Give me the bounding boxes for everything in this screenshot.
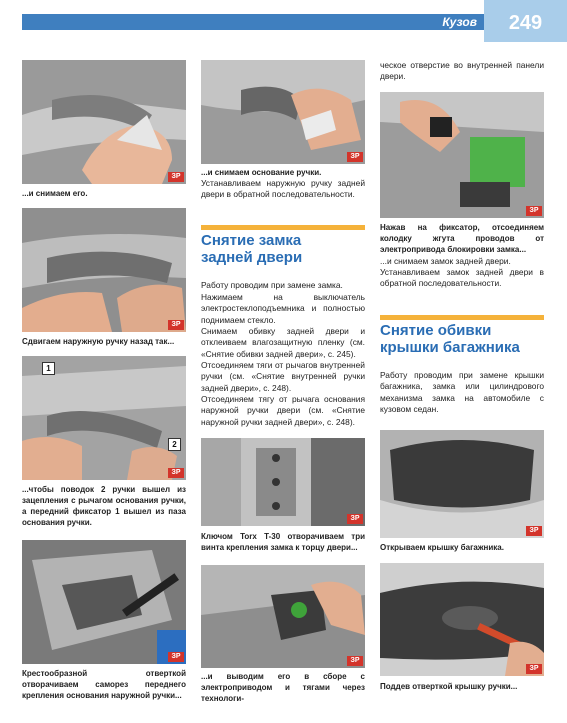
- body-text: Работу проводим при замене замка.: [201, 280, 343, 290]
- callout-1: 1: [42, 362, 55, 375]
- photo-screwdriver-base: [22, 540, 186, 664]
- caption: Поддев отверткой крышку ручки...: [380, 682, 518, 691]
- body-text: Работу проводим при замене крышки багажника, замка или цилиндрового механизма замка на автомобиле с кузовом седан.: [380, 370, 544, 415]
- caption: Сдвигаем наружную ручку назад так...: [22, 337, 175, 346]
- body-text: Снимаем обивку задней двери и отклеиваем влагозащитную пленку (см. «Снятие обивки задней двери», с. 245).: [201, 326, 365, 359]
- caption: ...чтобы поводок 2 ручки вышел из зацепления с рычагом основания ручки, а передний фиксатор 1 вышел из паза основания ручки.: [22, 485, 186, 527]
- publisher-badge: ЗР: [347, 152, 363, 162]
- section-accent-bar: [201, 225, 365, 230]
- publisher-badge: ЗР: [347, 656, 363, 666]
- photo-remove-base: [201, 60, 365, 164]
- body-text: Отсоединяем тяги от рычагов внутренней ручки (см. «Снятие внутренней ручки задней двери», с. 248).: [201, 360, 365, 393]
- publisher-badge: ЗР: [347, 514, 363, 524]
- caption: Ключом Torx T-30 отворачиваем три винта крепления замка к торцу двери...: [201, 532, 365, 552]
- photo-connector: [380, 92, 544, 218]
- page-number: 249: [484, 0, 567, 42]
- photo-remove-lock: [201, 565, 365, 668]
- publisher-badge: ЗР: [526, 664, 542, 674]
- photo-open-trunk: [380, 430, 544, 538]
- section-title: крышки багажника: [380, 339, 520, 356]
- caption: ...и выводим его в сборе с электроприводом и тягами через технологи-: [201, 672, 365, 703]
- caption: ...и снимаем его.: [22, 189, 88, 198]
- section-title: Снятие обивки: [380, 322, 492, 339]
- photo-handle-cover: [380, 563, 544, 676]
- caption: Нажав на фиксатор, отсоединяем колодку жгута проводов от электропривода блокировки замка...: [380, 223, 544, 254]
- section-title: задней двери: [201, 249, 303, 266]
- body-text: Отсоединяем тягу от рычага основания наружной ручки двери (см. «Снятие наружной ручки задней двери», с. 248).: [201, 394, 365, 427]
- body-text: Устанавливаем наружную ручку задней двери в обратной последовательности.: [201, 178, 365, 200]
- publisher-badge: ЗР: [526, 526, 542, 536]
- publisher-badge: ЗР: [168, 468, 184, 478]
- publisher-badge: ЗР: [168, 652, 184, 662]
- photo-slide-handle: [22, 208, 186, 332]
- caption: ...и снимаем основание ручки.: [201, 168, 322, 177]
- callout-2: 2: [168, 438, 181, 451]
- body-text: Нажимаем на выключатель электростеклоподъемника и полностью поднимаем стекло.: [201, 292, 365, 325]
- caption: Крестообразной отверткой отворачиваем саморез переднего крепления основания наружной ручки...: [22, 669, 186, 700]
- publisher-badge: ЗР: [168, 172, 184, 182]
- publisher-badge: ЗР: [168, 320, 184, 330]
- body-text: Устанавливаем замок задней двери в обратной последовательности.: [380, 267, 544, 289]
- body-text: ческое отверстие во внутренней панели двери.: [380, 60, 544, 82]
- photo-remove-handle: [22, 60, 186, 184]
- publisher-badge: ЗР: [526, 206, 542, 216]
- section-title: Снятие замка: [201, 232, 302, 249]
- section-name: Кузов: [442, 15, 477, 29]
- body-text: ...и снимаем замок задней двери.: [380, 256, 511, 266]
- section-accent-bar: [380, 315, 544, 320]
- photo-torx-screws: [201, 438, 365, 526]
- caption: Открываем крышку багажника.: [380, 543, 504, 552]
- photo-handle-release: [22, 356, 186, 480]
